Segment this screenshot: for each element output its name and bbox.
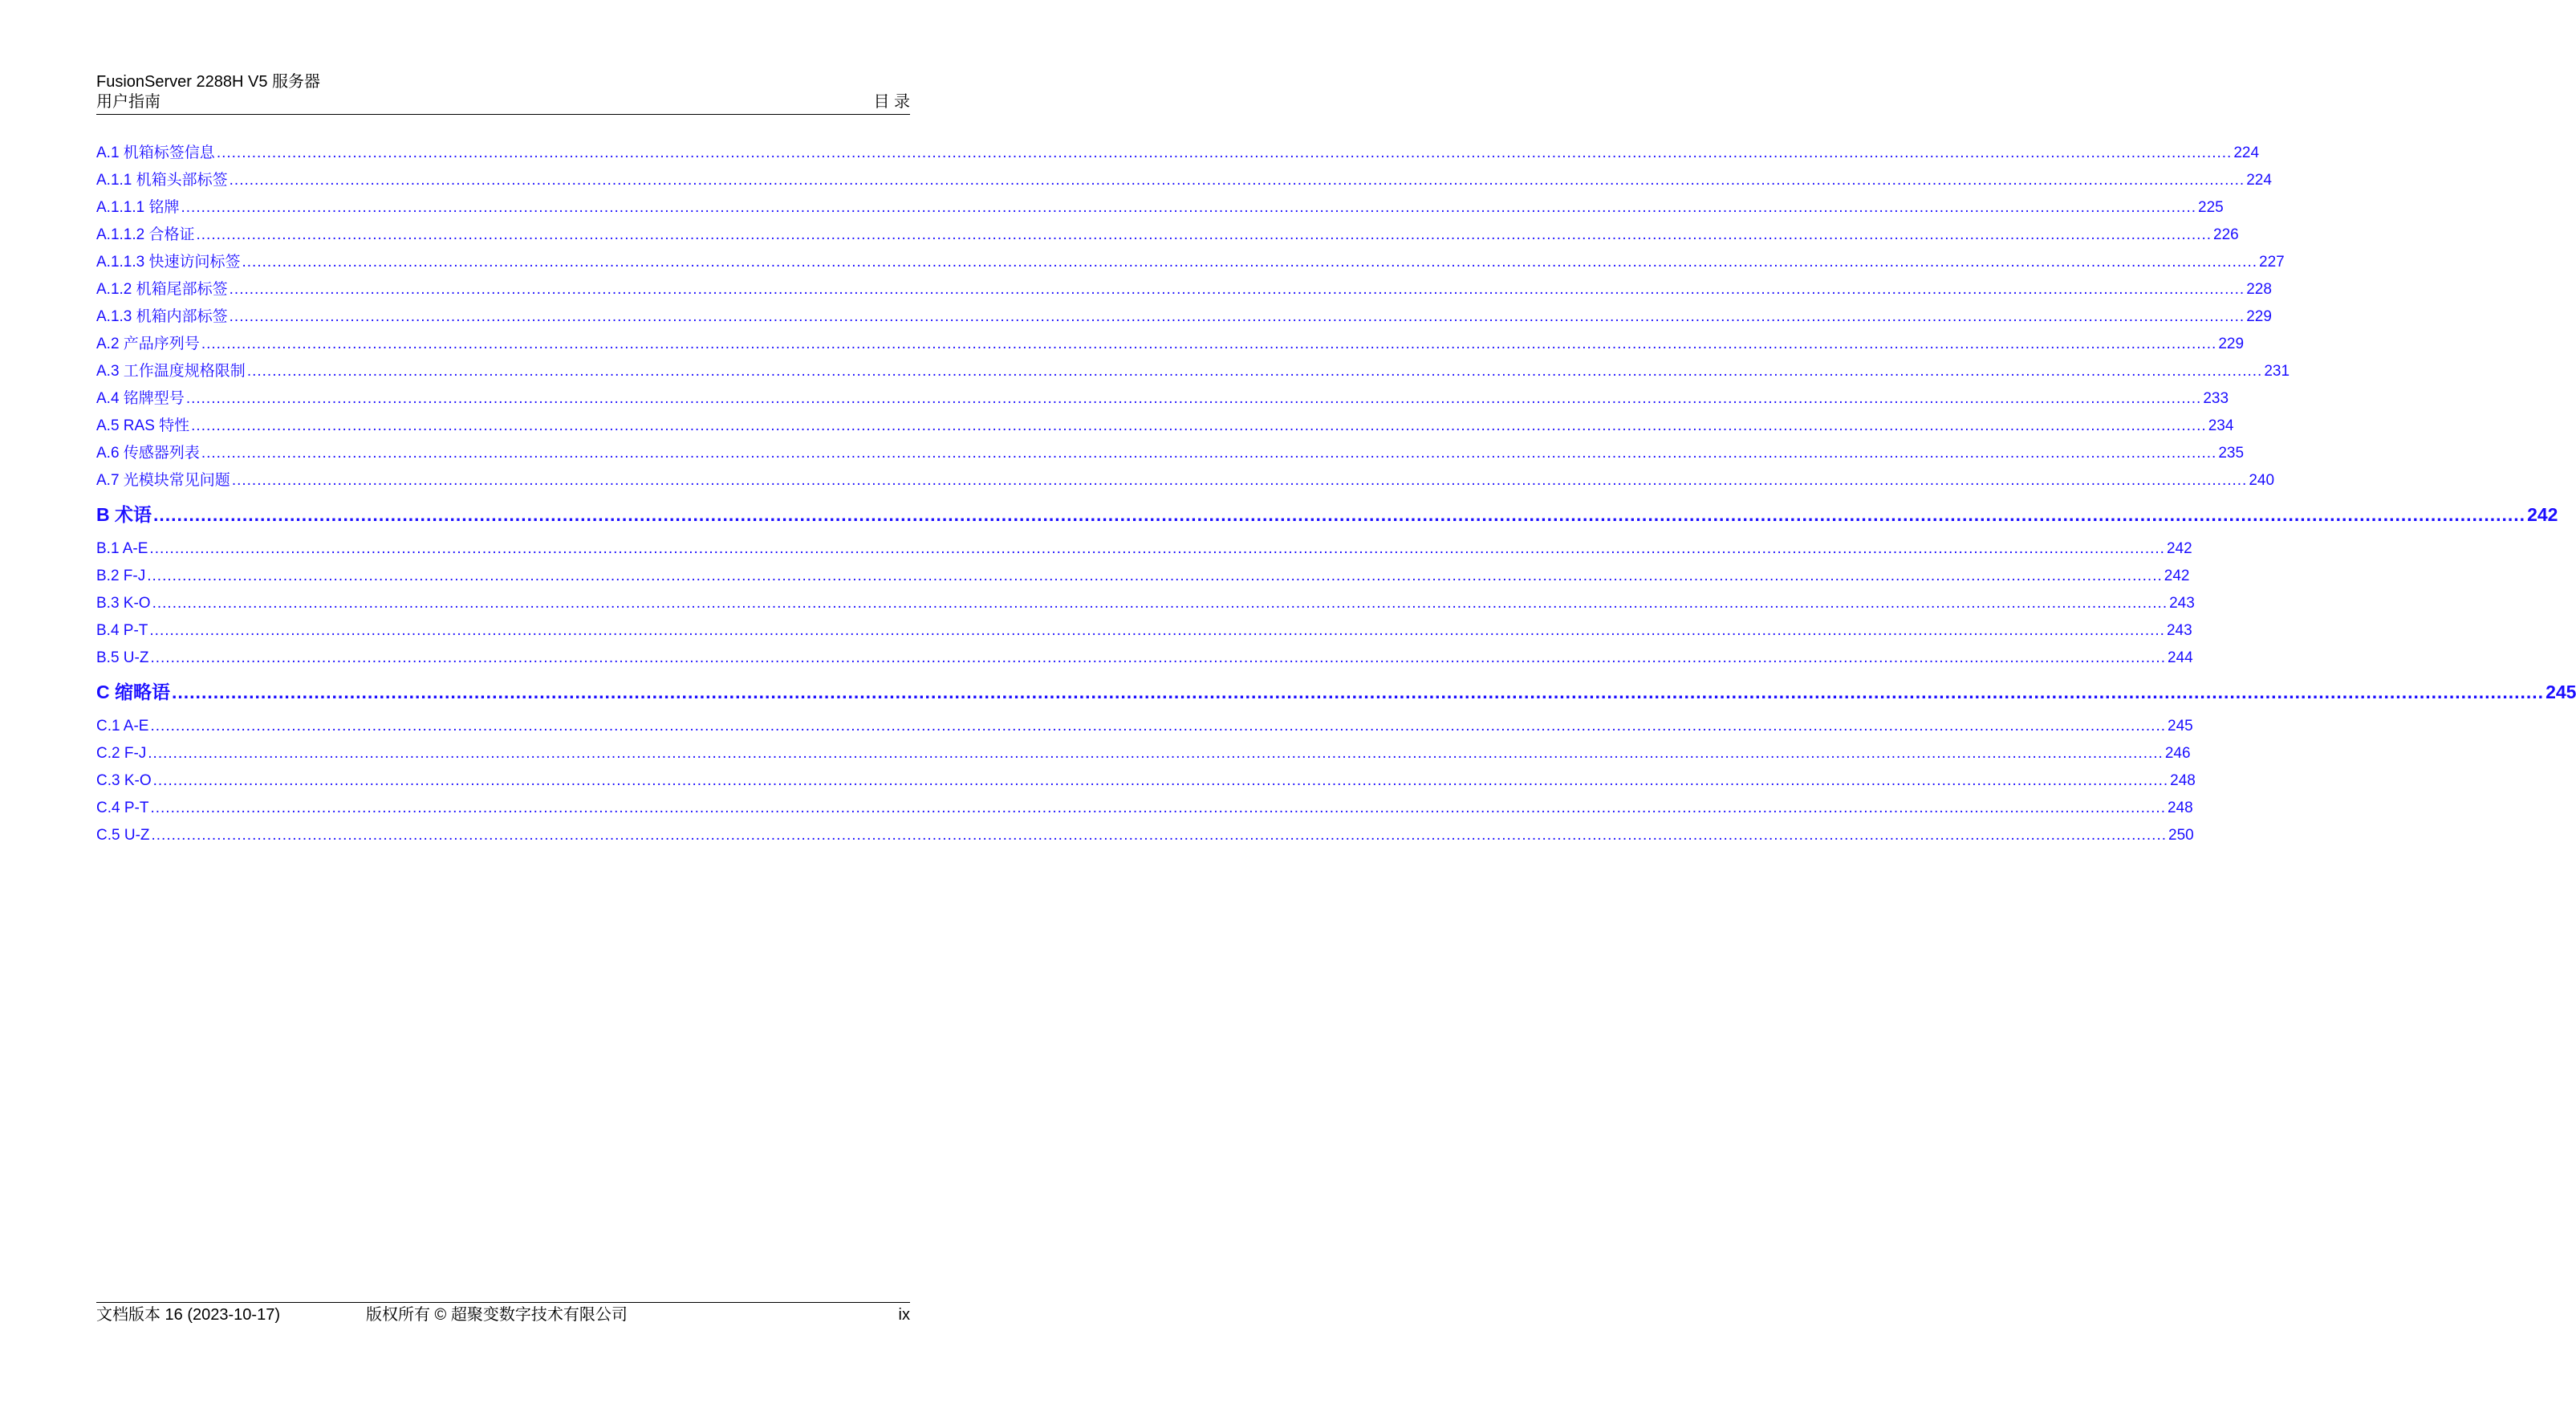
toc-entry-title: A.1 机箱标签信息 bbox=[96, 144, 215, 161]
toc-leader-dots: ................................................................................................................................................................................................................................................................................................................................................................................................................ bbox=[150, 800, 2166, 816]
toc-entry-page: 245 bbox=[2168, 718, 2193, 735]
product-name: FusionServer 2288H V5 服务器 bbox=[96, 73, 321, 91]
toc-section-link[interactable] bbox=[96, 590, 2195, 617]
toc-entry-page: 228 bbox=[2246, 281, 2272, 298]
toc-leader-dots: ................................................................................................................................................................................................................................................................................................................................................................................................................ bbox=[216, 144, 2233, 161]
toc-entry-page: 244 bbox=[2167, 649, 2193, 666]
toc-section-link[interactable] bbox=[96, 767, 2196, 795]
toc-entry-page: 250 bbox=[2168, 827, 2194, 844]
section-title: 目 录 bbox=[873, 93, 910, 111]
toc-leader-dots: ................................................................................................................................................................................................................................................................................................................................................................................................................ bbox=[246, 363, 2263, 380]
toc-leader-dots: ................................................................................................................................................................................................................................................................................................................................................................................................................ bbox=[147, 568, 2163, 584]
toc-section-link[interactable] bbox=[96, 645, 2193, 672]
toc-entry-title: A.1.1.2 合格证 bbox=[96, 226, 195, 243]
toc-leader-dots: ................................................................................................................................................................................................................................................................................................................................................................................................................ bbox=[229, 308, 2245, 325]
toc-entry-title: C.4 P-T bbox=[96, 800, 149, 816]
toc-entry-page: 224 bbox=[2246, 172, 2272, 189]
toc-entry-title: A.7 光模块常见问题 bbox=[96, 472, 230, 489]
toc-section-link[interactable] bbox=[96, 140, 2260, 167]
toc-leader-dots: ................................................................................................................................................................................................................................................................................................................................................................................................................ bbox=[229, 281, 2245, 298]
toc-entry-page: 242 bbox=[2527, 504, 2558, 525]
toc-entry-title: A.1.2 机箱尾部标签 bbox=[96, 281, 228, 298]
page-number: ix bbox=[898, 1306, 910, 1324]
toc-section-link[interactable] bbox=[96, 167, 2272, 194]
toc-entry-title: C 缩略语 bbox=[96, 682, 170, 702]
toc-section-link[interactable] bbox=[96, 249, 2285, 276]
toc-entry-title: B.1 A-E bbox=[96, 540, 148, 557]
toc-section-link[interactable] bbox=[96, 563, 2190, 590]
toc-leader-dots: ................................................................................................................................................................................................................................................................................................................................................................................................................ bbox=[201, 336, 2217, 352]
toc-entry-page: 231 bbox=[2264, 363, 2290, 380]
toc-leader-dots: ................................................................................................................................................................................................................................................................................................................................................................................................................ bbox=[191, 417, 2207, 434]
toc-leader-dots: ................................................................................................................................................................................................................................................................................................................................................................................................................ bbox=[152, 595, 2168, 612]
toc-leader-dots: ................................................................................................................................................................................................................................................................................................................................................................................................................ bbox=[231, 472, 2248, 489]
toc-entry-page: 229 bbox=[2246, 308, 2272, 325]
toc-section-link[interactable] bbox=[96, 440, 2245, 467]
toc-entry-title: A.2 产品序列号 bbox=[96, 336, 200, 352]
toc-entry-page: 243 bbox=[2166, 622, 2192, 639]
toc-entry-page: 243 bbox=[2169, 595, 2195, 612]
toc-entry-page: 242 bbox=[2164, 568, 2190, 584]
toc-entry-page: 246 bbox=[2164, 745, 2191, 762]
toc-section-link[interactable] bbox=[96, 358, 2290, 385]
table-of-contents bbox=[96, 140, 2576, 849]
toc-entry-title: A.1.1.1 铭牌 bbox=[96, 199, 180, 216]
toc-entry-title: A.1.1.3 快速访问标签 bbox=[96, 254, 241, 271]
toc-entry-page: 248 bbox=[2170, 772, 2196, 789]
toc-leader-dots: ................................................................................................................................................................................................................................................................................................................................................................................................................ bbox=[149, 540, 2165, 557]
toc-section-link[interactable] bbox=[96, 617, 2192, 645]
toc-leader-dots: ................................................................................................................................................................................................................................................................................................................................................................................................................ bbox=[150, 718, 2167, 735]
toc-entry-page: 224 bbox=[2233, 144, 2260, 161]
toc-entry-title: B 术语 bbox=[96, 504, 152, 525]
toc-section-link[interactable] bbox=[96, 194, 2224, 222]
toc-leader-dots: ................................................................................................................................................................................................................................................................................................................................................................................................................ bbox=[242, 254, 2258, 271]
page-footer bbox=[96, 1302, 910, 1327]
toc-section-link[interactable] bbox=[96, 535, 2192, 563]
toc-leader-dots: ................................................................................................................................................................................................................................................................................................................................................................................................................ bbox=[196, 226, 2212, 243]
toc-entry-page: 233 bbox=[2203, 390, 2229, 407]
toc-leader-dots: ................................................................................................................................................................................................................................................................................................................................................................................................................ bbox=[150, 649, 2166, 666]
toc-entry-page: 240 bbox=[2249, 472, 2275, 489]
toc-entry-title: A.3 工作温度规格限制 bbox=[96, 363, 246, 380]
toc-entry-title: A.4 铭牌型号 bbox=[96, 390, 185, 407]
page-header bbox=[96, 71, 910, 115]
toc-section-link[interactable] bbox=[96, 222, 2239, 249]
toc-entry-page: 226 bbox=[2213, 226, 2239, 243]
toc-section-link[interactable] bbox=[96, 385, 2229, 413]
toc-section-link[interactable] bbox=[96, 276, 2272, 303]
toc-entry-title: C.5 U-Z bbox=[96, 827, 150, 844]
toc-leader-dots: ................................................................................................................................................................................................................................................................................................................................................................................................................ bbox=[152, 772, 2169, 789]
toc-entry-title: C.2 F-J bbox=[96, 745, 147, 762]
toc-entry-title: C.1 A-E bbox=[96, 718, 149, 735]
toc-leader-dots: ................................................................................................................................................................................................................................................................................................................................................................................................................ bbox=[181, 199, 2197, 216]
toc-entry-page: 229 bbox=[2218, 336, 2245, 352]
toc-entry-page: 225 bbox=[2198, 199, 2224, 216]
toc-leader-dots: ................................................................................................................................................................................................................................................................................................................................................................................................................ bbox=[148, 745, 2164, 762]
toc-chapter-link[interactable] bbox=[96, 494, 2558, 535]
copyright-notice: 版权所有 © 超聚变数字技术有限公司 bbox=[366, 1306, 628, 1324]
toc-section-link[interactable] bbox=[96, 795, 2193, 822]
toc-entry-title: A.1.3 机箱内部标签 bbox=[96, 308, 228, 325]
toc-chapter-link[interactable] bbox=[96, 672, 2576, 713]
toc-section-link[interactable] bbox=[96, 713, 2193, 740]
toc-entry-title: B.4 P-T bbox=[96, 622, 148, 639]
toc-section-link[interactable] bbox=[96, 467, 2275, 494]
toc-leader-dots: ................................................................................................................................................................................................................................................................................................................................................................................................................ bbox=[172, 682, 2545, 702]
toc-leader-dots: ................................................................................................................................................................................................................................................................................................................................................................................................................ bbox=[151, 827, 2168, 844]
toc-entry-title: B.2 F-J bbox=[96, 568, 146, 584]
toc-entry-page: 245 bbox=[2546, 682, 2576, 702]
toc-entry-title: A.6 传感器列表 bbox=[96, 445, 200, 462]
toc-leader-dots: ................................................................................................................................................................................................................................................................................................................................................................................................................ bbox=[185, 390, 2202, 407]
toc-leader-dots: ................................................................................................................................................................................................................................................................................................................................................................................................................ bbox=[149, 622, 2165, 639]
toc-leader-dots: ................................................................................................................................................................................................................................................................................................................................................................................................................ bbox=[229, 172, 2245, 189]
toc-section-link[interactable] bbox=[96, 331, 2245, 358]
toc-section-link[interactable] bbox=[96, 413, 2234, 440]
toc-section-link[interactable] bbox=[96, 740, 2191, 767]
toc-entry-title: B.3 K-O bbox=[96, 595, 151, 612]
toc-leader-dots: ................................................................................................................................................................................................................................................................................................................................................................................................................ bbox=[153, 504, 2526, 525]
toc-leader-dots: ................................................................................................................................................................................................................................................................................................................................................................................................................ bbox=[201, 445, 2217, 462]
toc-entry-page: 248 bbox=[2167, 800, 2193, 816]
document-title: 用户指南 bbox=[96, 93, 160, 111]
toc-entry-page: 234 bbox=[2208, 417, 2234, 434]
document-version: 文档版本 16 (2023-10-17) bbox=[96, 1306, 280, 1324]
toc-entry-page: 227 bbox=[2259, 254, 2285, 271]
toc-section-link[interactable] bbox=[96, 303, 2272, 331]
toc-entry-title: B.5 U-Z bbox=[96, 649, 149, 666]
toc-entry-title: C.3 K-O bbox=[96, 772, 152, 789]
toc-section-link[interactable] bbox=[96, 822, 2194, 849]
toc-entry-page: 235 bbox=[2218, 445, 2245, 462]
toc-entry-page: 242 bbox=[2166, 540, 2192, 557]
toc-entry-title: A.1.1 机箱头部标签 bbox=[96, 172, 228, 189]
toc-entry-title: A.5 RAS 特性 bbox=[96, 417, 190, 434]
